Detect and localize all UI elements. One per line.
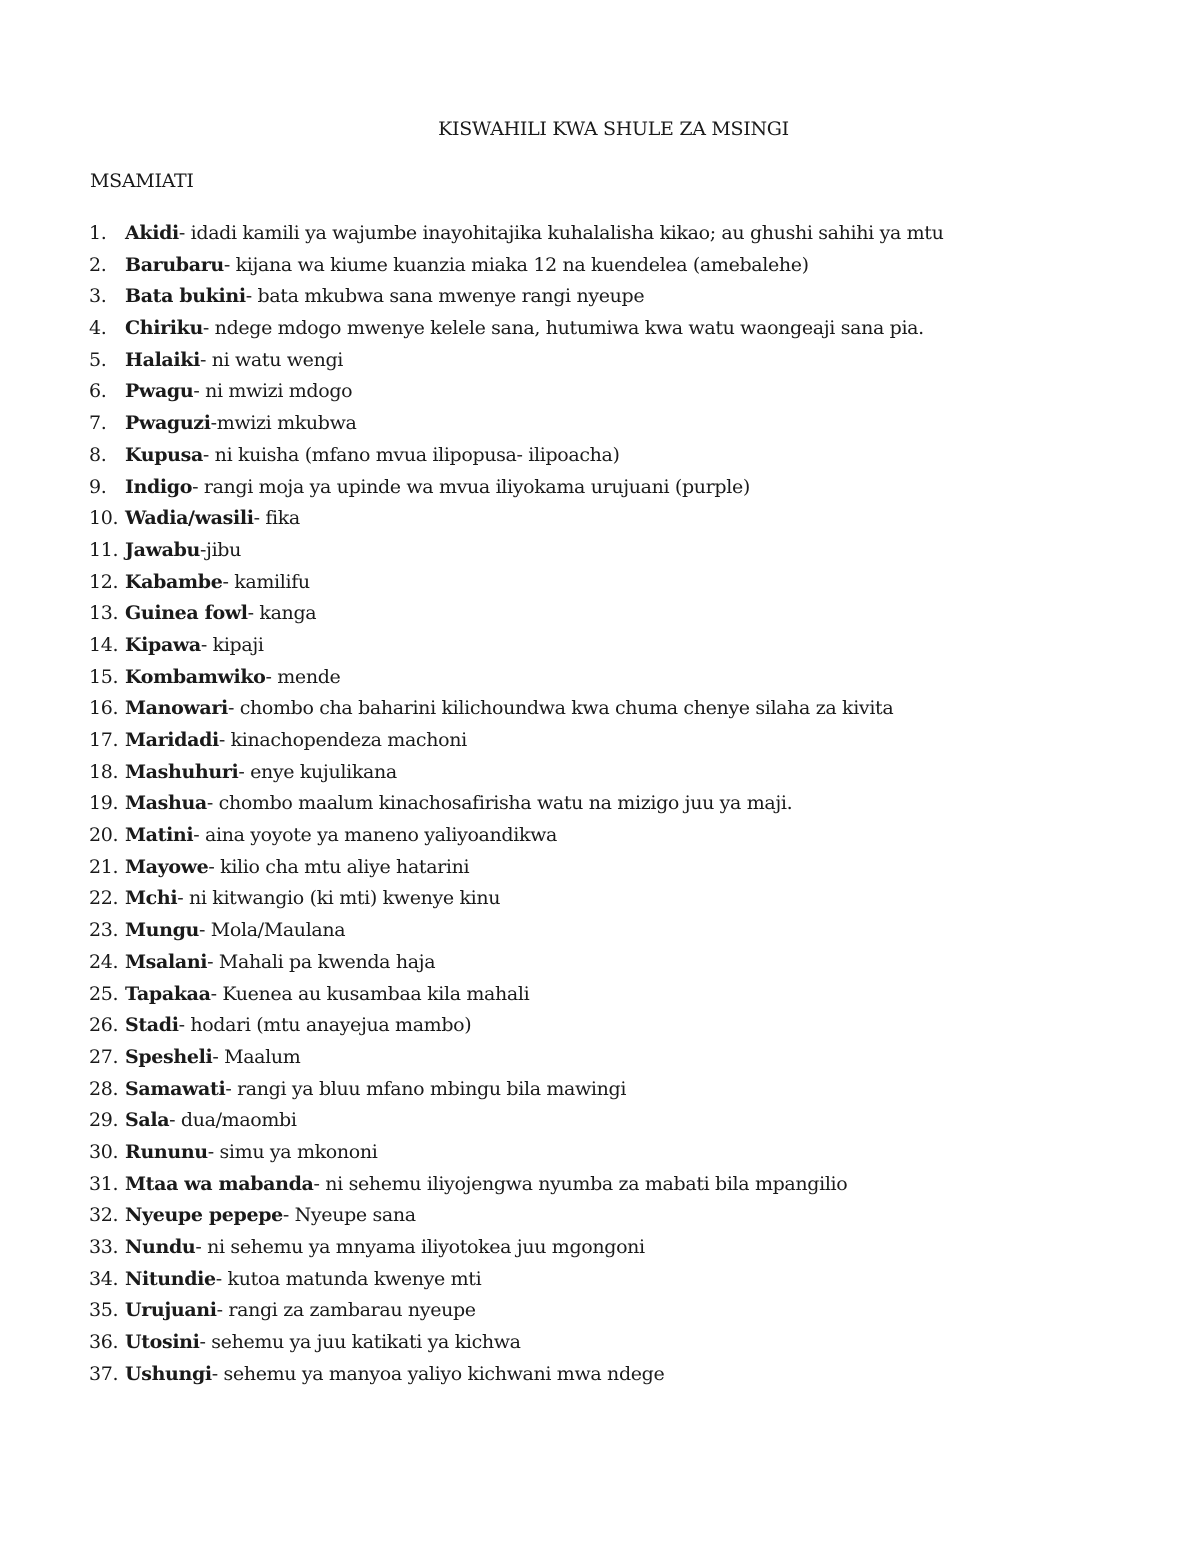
- list-item-number: 24.: [89, 950, 119, 973]
- vocab-definition: - sehemu ya manyoa yaliyo kichwani mwa ndege: [211, 1362, 665, 1385]
- vocab-term: Nyeupe pepepe: [125, 1204, 283, 1227]
- list-item-text: [125, 598, 316, 630]
- vocab-term: Pwaguzi: [125, 412, 211, 435]
- section-heading: MSAMIATI: [90, 170, 194, 192]
- list-item: [0, 757, 1200, 789]
- list-item: [0, 281, 1200, 313]
- vocab-term: Wadia/wasili: [125, 507, 254, 530]
- vocab-definition: - ni sehemu ya mnyama iliyotokea juu mgongoni: [195, 1236, 645, 1258]
- vocab-term: Utosini: [125, 1331, 200, 1354]
- list-item-text: [125, 915, 345, 947]
- vocab-term: Pwagu: [125, 380, 194, 403]
- list-item-number: 11.: [89, 538, 119, 561]
- list-item: [0, 1327, 1200, 1359]
- vocab-definition: -mwizi mkubwa: [210, 412, 357, 435]
- vocab-definition: - aina yoyote ya maneno yaliyoandikwa: [193, 824, 558, 847]
- list-item-text: [125, 693, 893, 725]
- list-item-text: [125, 630, 264, 662]
- vocab-definition: - bata mkubwa sana mwenye rangi nyeupe: [245, 285, 645, 308]
- list-item: [0, 440, 1200, 472]
- list-item-number: 6.: [89, 380, 107, 403]
- vocab-term: Mchi: [125, 887, 178, 910]
- list-item-text: [125, 1042, 300, 1074]
- list-item-text: [125, 1010, 471, 1042]
- list-item-text: [125, 345, 343, 377]
- vocab-term: Maridadi: [125, 729, 219, 751]
- list-item-number: 15.: [89, 665, 119, 688]
- list-item: [0, 503, 1200, 535]
- vocab-term: Sala: [125, 1109, 170, 1132]
- list-item: [0, 1074, 1200, 1106]
- vocab-definition: - mende: [265, 665, 341, 688]
- list-item-text: [125, 1074, 626, 1106]
- list-item: [0, 313, 1200, 345]
- vocab-term: Jawabu: [125, 538, 200, 561]
- list-item-number: 19.: [89, 792, 119, 815]
- vocab-definition: - hodari (mtu anayejua mambo): [178, 1014, 472, 1037]
- list-item-number: 18.: [89, 760, 119, 783]
- list-item-number: 1.: [89, 222, 107, 244]
- vocab-term: Stadi: [125, 1014, 179, 1037]
- vocab-definition: - simu ya mkononi: [207, 1140, 378, 1163]
- list-item-number: 21.: [89, 855, 119, 878]
- list-item-text: [125, 1105, 297, 1137]
- list-item-text: [125, 852, 469, 884]
- list-item-text: [125, 788, 792, 820]
- list-item-text: [125, 250, 809, 282]
- list-item: [0, 630, 1200, 662]
- list-item-text: [125, 1359, 664, 1391]
- vocab-term: Kombamwiko: [125, 665, 266, 688]
- list-item-number: 33.: [89, 1236, 119, 1258]
- list-item: [0, 662, 1200, 694]
- vocab-definition: - kanga: [247, 602, 317, 625]
- list-item-text: [125, 1264, 481, 1296]
- list-item-number: 36.: [89, 1331, 119, 1354]
- document-title: KISWAHILI KWA SHULE ZA MSINGI: [438, 118, 789, 140]
- list-item-number: 20.: [89, 824, 119, 847]
- list-item-text: [125, 440, 620, 472]
- vocab-definition: - enye kujulikana: [238, 760, 397, 783]
- list-item-number: 2.: [89, 253, 107, 276]
- list-item-text: [125, 883, 500, 915]
- list-item-number: 5.: [89, 348, 107, 371]
- vocab-term: Mashua: [125, 792, 207, 815]
- list-item-number: 13.: [89, 602, 119, 625]
- list-item-number: 16.: [89, 697, 119, 720]
- vocab-definition: - Nyeupe sana: [282, 1204, 416, 1227]
- list-item-number: 28.: [89, 1077, 119, 1100]
- list-item: [0, 1169, 1200, 1201]
- list-item-text: [125, 503, 300, 535]
- list-item-number: 27.: [89, 1045, 119, 1068]
- vocab-term: Bata bukini: [125, 285, 246, 308]
- list-item: [0, 1010, 1200, 1042]
- vocab-definition: - Maalum: [212, 1045, 301, 1068]
- vocab-term: Manowari: [125, 697, 228, 720]
- vocab-definition: - kamilifu: [222, 570, 310, 593]
- list-item-number: 35.: [89, 1299, 119, 1322]
- list-item: [0, 535, 1200, 567]
- vocab-definition: - ndege mdogo mwenye kelele sana, hutumiwa kwa watu waongeaji sana pia.: [202, 317, 924, 340]
- vocab-definition: - kijana wa kiume kuanzia miaka 12 na kuendelea (amebalehe): [223, 253, 809, 276]
- list-item: [0, 218, 1200, 250]
- vocab-term: Chiriku: [125, 317, 203, 340]
- list-item: [0, 820, 1200, 852]
- list-item-number: 23.: [89, 919, 119, 942]
- list-item-number: 9.: [89, 475, 107, 498]
- vocab-term: Ushungi: [125, 1362, 212, 1385]
- list-item: [0, 915, 1200, 947]
- vocab-definition: - Kuenea au kusambaa kila mahali: [210, 982, 530, 1005]
- list-item-text: [125, 947, 435, 979]
- vocab-term: Mungu: [125, 919, 200, 942]
- vocab-definition: - kinachopendeza machoni: [218, 729, 467, 751]
- list-item: [0, 1359, 1200, 1391]
- list-item: [0, 693, 1200, 725]
- list-item-number: 17.: [89, 729, 119, 751]
- list-item-text: [125, 662, 340, 694]
- vocab-definition: - idadi kamili ya wajumbe inayohitajika kuhalalisha kikao; au ghushi sahihi ya mtu: [178, 222, 944, 244]
- list-item: [0, 250, 1200, 282]
- vocab-term: Urujuani: [125, 1299, 217, 1322]
- list-item-number: 8.: [89, 443, 107, 466]
- vocab-definition: - chombo cha baharini kilichoundwa kwa chuma chenye silaha za kivita: [227, 697, 894, 720]
- vocab-term: Spesheli: [125, 1045, 213, 1068]
- vocab-definition: - Mola/Maulana: [199, 919, 346, 942]
- list-item: [0, 883, 1200, 915]
- list-item-number: 4.: [89, 317, 107, 340]
- vocab-term: Barubaru: [125, 253, 224, 276]
- list-item: [0, 598, 1200, 630]
- list-item: [0, 1200, 1200, 1232]
- list-item: [0, 408, 1200, 440]
- vocab-term: Mashuhuri: [125, 760, 239, 783]
- vocab-term: Msalani: [125, 950, 208, 973]
- vocab-definition: - Mahali pa kwenda haja: [207, 950, 436, 973]
- vocab-term: Mayowe: [125, 855, 209, 878]
- vocab-definition: - kipaji: [200, 633, 264, 656]
- list-item-number: 14.: [89, 633, 119, 656]
- list-item-text: [125, 376, 352, 408]
- list-item: [0, 472, 1200, 504]
- vocab-definition: - ni watu wengi: [199, 348, 344, 371]
- vocab-definition: - sehemu ya juu katikati ya kichwa: [199, 1331, 521, 1354]
- vocab-term: Matini: [125, 824, 194, 847]
- list-item-text: [125, 979, 529, 1011]
- list-item-text: [125, 218, 943, 250]
- vocab-term: Kupusa: [125, 443, 203, 466]
- list-item: [0, 376, 1200, 408]
- list-item-number: 7.: [89, 412, 107, 435]
- vocab-definition: -jibu: [199, 538, 242, 561]
- vocab-term: Halaiki: [125, 348, 200, 371]
- list-item: [0, 1295, 1200, 1327]
- list-item-text: [125, 1295, 476, 1327]
- vocab-definition: - dua/maombi: [169, 1109, 297, 1132]
- list-item-number: 26.: [89, 1014, 119, 1037]
- vocab-definition: - ni sehemu iliyojengwa nyumba za mabati bila mpangilio: [313, 1172, 848, 1195]
- vocab-definition: - rangi za zambarau nyeupe: [216, 1299, 476, 1322]
- list-item: [0, 852, 1200, 884]
- list-item-number: 10.: [89, 507, 119, 530]
- list-item: [0, 1264, 1200, 1296]
- list-item: [0, 1042, 1200, 1074]
- list-item-text: [125, 1327, 521, 1359]
- list-item: [0, 567, 1200, 599]
- list-item-number: 30.: [89, 1140, 119, 1163]
- list-item-number: 31.: [89, 1172, 119, 1195]
- vocab-term: Samawati: [125, 1077, 226, 1100]
- list-item: [0, 345, 1200, 377]
- list-item: [0, 1232, 1200, 1264]
- list-item-number: 3.: [89, 285, 107, 308]
- list-item-text: [125, 281, 644, 313]
- list-item-number: 29.: [89, 1109, 119, 1132]
- vocab-term: Guinea fowl: [125, 602, 248, 625]
- list-item-text: [125, 1169, 847, 1201]
- list-item: [0, 725, 1200, 757]
- vocab-definition: - ni kitwangio (ki mti) kwenye kinu: [177, 887, 501, 910]
- list-item: [0, 979, 1200, 1011]
- vocab-term: Indigo: [125, 475, 193, 498]
- list-item-number: 34.: [89, 1267, 119, 1290]
- list-item: [0, 947, 1200, 979]
- list-item: [0, 1137, 1200, 1169]
- list-item-number: 12.: [89, 570, 119, 593]
- vocab-definition: - ni kuisha (mfano mvua ilipopusa- ilipoacha): [202, 443, 620, 466]
- list-item: [0, 1105, 1200, 1137]
- vocab-term: Kabambe: [125, 570, 223, 593]
- vocab-definition: - ni mwizi mdogo: [193, 380, 353, 403]
- vocab-definition: - rangi moja ya upinde wa mvua iliyokama urujuani (purple): [192, 475, 750, 498]
- list-item-text: [125, 535, 241, 567]
- vocab-term: Nitundie: [125, 1267, 216, 1290]
- vocab-term: Nundu: [125, 1236, 196, 1258]
- list-item-text: [125, 567, 310, 599]
- vocab-definition: - fika: [253, 507, 300, 530]
- list-item-text: [125, 1137, 377, 1169]
- list-item-text: [125, 820, 557, 852]
- list-item-number: 32.: [89, 1204, 119, 1227]
- list-item-text: [125, 472, 750, 504]
- vocab-term: Tapakaa: [125, 982, 211, 1005]
- list-item-number: 25.: [89, 982, 119, 1005]
- list-item-text: [125, 1232, 645, 1264]
- list-item-number: 22.: [89, 887, 119, 910]
- vocabulary-list: [0, 218, 1200, 1390]
- list-item: [0, 788, 1200, 820]
- vocab-term: Mtaa wa mabanda: [125, 1172, 314, 1195]
- list-item-text: [125, 408, 357, 440]
- list-item-text: [125, 725, 467, 757]
- vocab-term: Akidi: [125, 222, 179, 244]
- vocab-term: Kipawa: [125, 633, 201, 656]
- list-item-text: [125, 1200, 416, 1232]
- list-item-text: [125, 757, 397, 789]
- vocab-definition: - kilio cha mtu aliye hatarini: [208, 855, 470, 878]
- vocab-definition: - chombo maalum kinachosafirisha watu na mizigo juu ya maji.: [206, 792, 793, 815]
- vocab-definition: - kutoa matunda kwenye mti: [215, 1267, 482, 1290]
- vocab-definition: - rangi ya bluu mfano mbingu bila mawingi: [225, 1077, 627, 1100]
- list-item-number: 37.: [89, 1362, 119, 1385]
- vocab-term: Rununu: [125, 1140, 208, 1163]
- list-item-text: [125, 313, 924, 345]
